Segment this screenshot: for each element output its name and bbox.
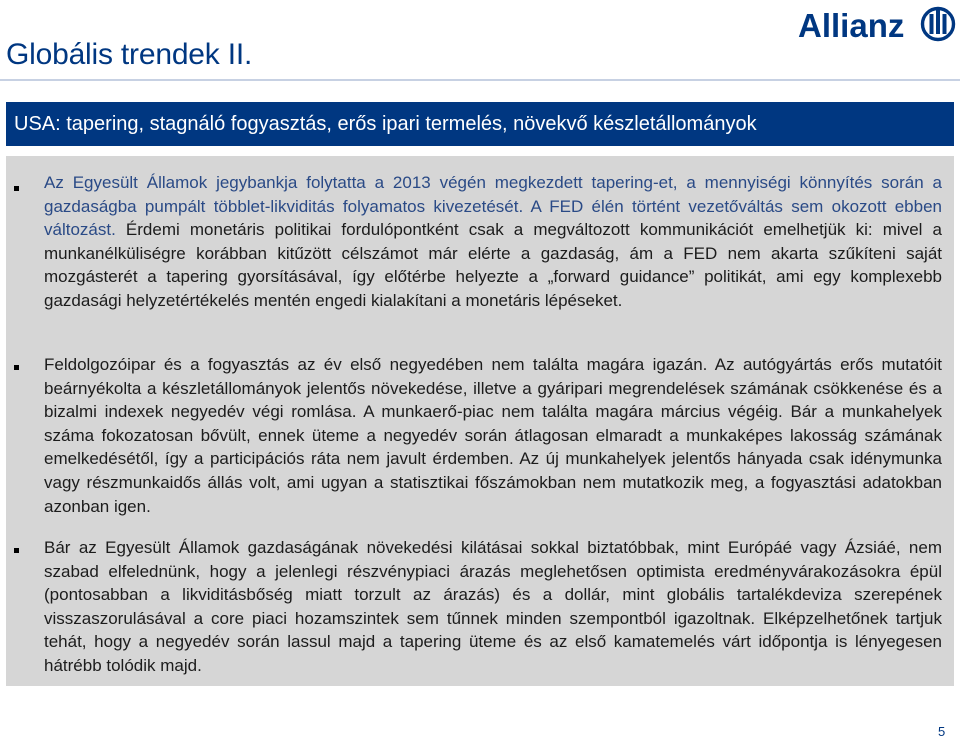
bullet-highlight-1: Az Egyesült Államok jegybankja folytatta a 2013 végén megkezdett tapering-et, a mennyiségi könnyítés során a gazdaságba pumpált többlet-likviditás folyamatos kivezetését. A FED élén történt vezetőváltás sem okozott ebben változást. — [44, 173, 942, 240]
logo-wordmark: Allianz — [798, 7, 905, 44]
allianz-eagle-icon — [923, 9, 954, 40]
content-panel — [6, 156, 954, 686]
square-bullet-icon — [14, 365, 19, 370]
square-bullet-icon — [14, 186, 19, 191]
bullet-text-2: Feldolgozóipar és a fogyasztás az év első negyedében nem találta magára igazán. Az autógyártás erős mutatóit beárnyékolta a készletállományok jelentős növekedése, illetve a gyáripari megrendelések számának csökkenése és a bizalmi indexek negyedév végi romlása. A munkaerő-piac nem találta magára március végéig. Bár a munkahelyek száma fokozatosan bővült, ennek üteme a negyedév során átlagosan elmaradt a munkaképes lakosság számának emelkedésétől, így a participációs ráta nem javult érdemben. Az új munkahelyek jelentős hányada csak idénymunka vagy részmunkaidős állás volt, ami ugyan a statisztikai főszámokban nem mutatkozik meg, a fogyasztási adatokban azonban igen. — [44, 355, 942, 516]
section-banner — [6, 102, 954, 146]
page-number: 5 — [938, 724, 946, 739]
banner-text: USA: tapering, stagnáló fogyasztás, erős ipari termelés, növekvő készletállományok — [14, 113, 757, 135]
bullet-text-1 — [44, 171, 942, 313]
bullet-body-1: Érdemi monetáris politikai fordulópontként csak a megváltozott kommunikációt emelhetjük ki: mivel a munkanélküliségre korábban kitűzött célszámot már elérte a gazdaság, ám a FED nem akarta szűkíteni saját mozgásterét a tapering gyorsításával, így előtérbe helyezte a „forward guidance” politikát, ami egy komplexebb gazdasági helyzetértékelés mentén engedi kialakítani a monetáris lépéseket. — [44, 220, 942, 310]
title-divider — [0, 79, 960, 81]
square-bullet-icon — [14, 548, 19, 553]
page-title: Globális trendek II. — [6, 38, 253, 71]
bullet-text-3: Bár az Egyesült Államok gazdaságának növekedési kilátásai sokkal biztatóbbak, mint Európáé vagy Ázsiáé, nem szabad elfelednünk, hogy a jelenlegi részvénypiaci árazás meglehetősen optimista eredményvárakozásokra épül (pontosabban a likviditásbőség miatt torzult az árazás) és a dollár, mint globális tartalékdeviza szerepének visszaszorulásával a core piaci hozamszintek sem tűnnek minden szempontból igazoltnak. Elképzelhetőnek tartjuk tehát, hogy a negyedév során lassul majd a tapering üteme és az első kamatemelés várt időpontja is lényegesen hátrébb tolódik majd. — [44, 538, 942, 675]
allianz-logo — [798, 4, 956, 44]
